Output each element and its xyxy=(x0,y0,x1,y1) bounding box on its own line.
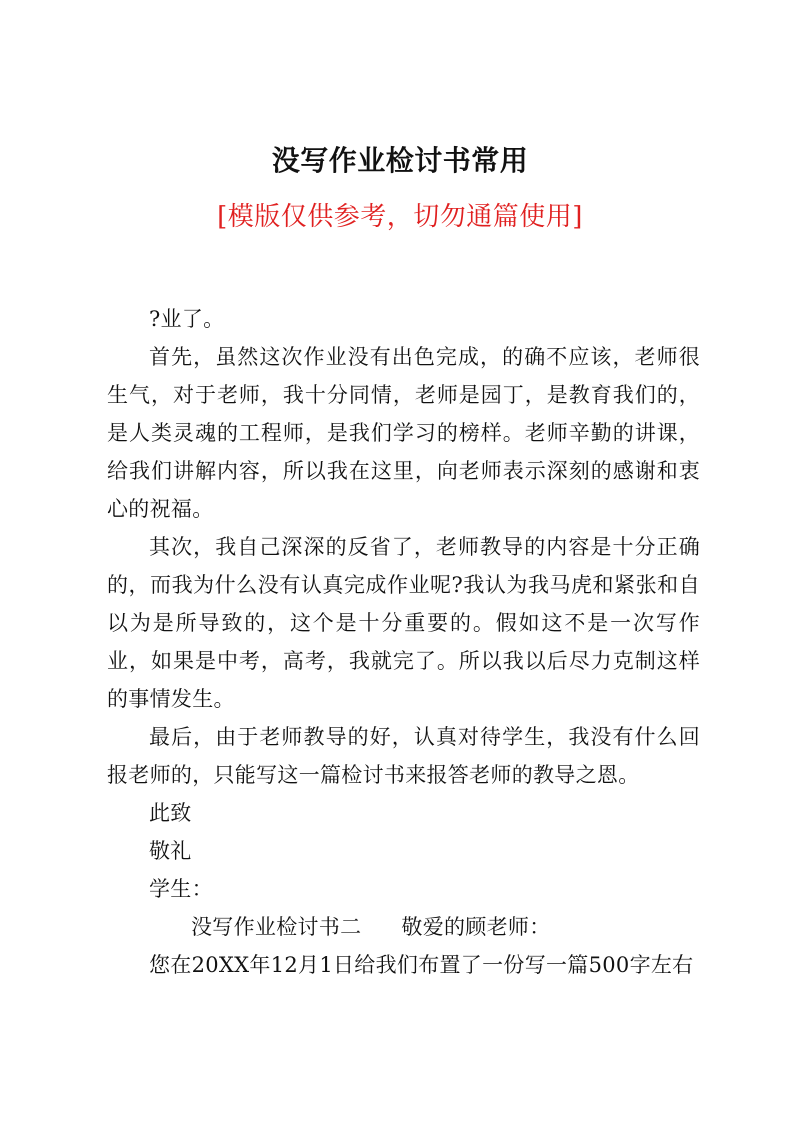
document-title: 没写作业检讨书常用 xyxy=(271,144,529,177)
second-letter-header xyxy=(107,908,700,946)
second-letter-first-line: 您在20XX年12月1日给我们布置了一份写一篇500字左右 xyxy=(149,953,694,977)
second-letter-heading: 没写作业检讨书二 xyxy=(191,915,362,939)
document-body xyxy=(107,300,700,984)
closing-line-2: 敬礼 xyxy=(149,839,192,863)
paragraph-first: 首先，虽然这次作业没有出色完成，的确不应该，老师很生气，对于老师，我十分同情，老师是园丁，是教育我们的，是人类灵魂的工程师，是我们学习的榜样。老师辛勤的讲课，给我们讲解内容，所以我在这里，向老师表示深刻的感谢和衷心的祝福。 xyxy=(107,345,700,521)
template-notice: [模版仅供参考，切勿通篇使用] xyxy=(217,202,583,232)
signature-line: 学生： xyxy=(149,877,213,901)
paragraph-third: 最后，由于老师教导的好，认真对待学生，我没有什么回报老师的，只能写这一篇检讨书来报答老师的教导之恩。 xyxy=(107,725,700,787)
closing-line-1: 此致 xyxy=(149,801,192,825)
paragraph-fragment: ?业了。 xyxy=(149,307,225,331)
paragraph-second: 其次，我自己深深的反省了，老师教导的内容是十分正确的，而我为什么没有认真完成作业呢?我认为我马虎和紧张和自以为是所导致的，这个是十分重要的。假如这不是一次写作业，如果是中考，高考，我就完了。所以我以后尽力克制这样的事情发生。 xyxy=(107,535,700,711)
second-letter-salutation: 敬爱的顾老师： xyxy=(401,915,551,939)
